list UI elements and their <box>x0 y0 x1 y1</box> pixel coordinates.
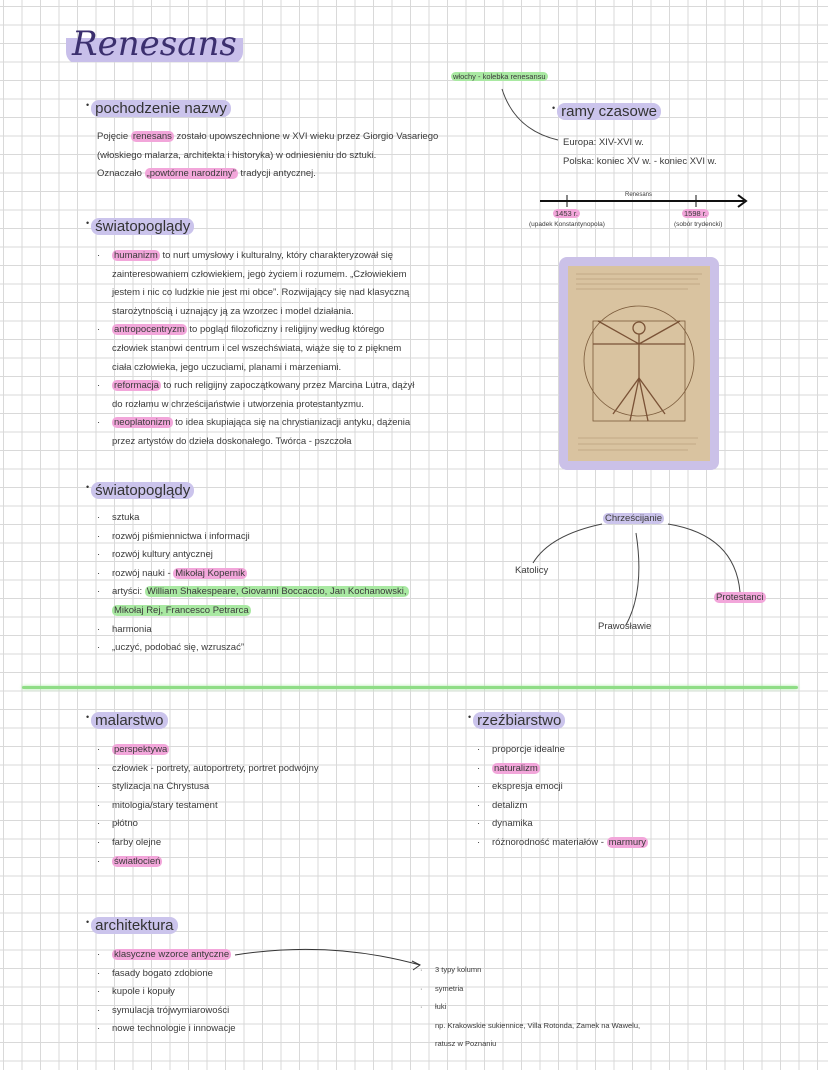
timeframe-text <box>563 133 717 171</box>
heading-timeframe <box>552 103 661 120</box>
architecture-notes <box>420 962 640 1055</box>
timeline-start-event: (upadek Konstantynopola) <box>529 221 605 228</box>
text-line <box>97 778 319 797</box>
text-segment: zainteresowaniem człowiekiem, jego życiem i rozumem. „Człowiekiem <box>112 268 407 280</box>
text-segment: łuki <box>435 1002 447 1012</box>
text-segment: (włoskiego malarza, architekta i historyka) w odniesieniu do sztuki. <box>97 149 377 161</box>
text-segment: proporcje idealne <box>492 744 565 755</box>
text-segment: 3 typy kolumn <box>435 965 482 974</box>
text-line <box>97 760 319 779</box>
text-segment: stylizacja na Chrystusa <box>112 781 210 793</box>
highlighted-term: Mikołaj Rej, Francesco Petrarca <box>114 604 249 616</box>
tree-branch-catholic <box>533 524 602 563</box>
text-segment: do rozłamu w chrześcijaństwie i utworzenia protestantyzmu. <box>112 398 364 410</box>
timeline-label: Renesans <box>625 192 653 198</box>
text-line <box>420 999 640 1018</box>
text-line <box>477 778 648 797</box>
heading-text: światopoglądy <box>91 218 194 235</box>
text-segment: to nurt umysłowy i kulturalny, który charakteryzował się <box>159 250 394 261</box>
text-line <box>477 834 648 853</box>
highlighted-term: „powtórne narodziny” <box>146 168 236 180</box>
heading-text: malarstwo <box>91 712 167 729</box>
text-segment: farby olejne <box>112 836 162 848</box>
text-line <box>97 1002 236 1021</box>
text-line <box>97 853 319 872</box>
text-line <box>477 815 648 834</box>
text-segment: to idea skupiająca się na chrystianizacji antyku, dążenia <box>172 417 411 429</box>
text-line <box>97 815 319 834</box>
highlighted-term: światłocień <box>114 855 161 867</box>
highlighted-term: William Shakespeare, Giovanni Boccaccio, Jan Kochanowski, <box>146 586 407 598</box>
text-segment: dynamika <box>492 818 533 830</box>
highlighted-term: marmury <box>608 836 647 848</box>
text-segment: różnorodność materiałów - <box>492 836 607 848</box>
heading-text: architektura <box>91 917 177 934</box>
timeline-end-year <box>682 209 709 218</box>
text-segment: jestem i nic co ludzkie nie jest mi obce”. Rozwijający się nad klasyczną <box>112 287 410 299</box>
text-line <box>97 1020 236 1039</box>
heading-text: rzeźbiarstwo <box>473 712 565 729</box>
text-segment: człowiek - portrety, autoportrety, portret podwójny <box>112 762 319 774</box>
year-text: 1453 r. <box>555 209 578 218</box>
timeline-start-year <box>553 209 580 218</box>
tree-orthodox: Prawosławie <box>598 621 652 632</box>
text-line <box>477 760 648 779</box>
timeline-end-event: (sobór trydencki) <box>674 221 723 228</box>
text-segment: przez artystów do dzieła doskonałego. Twórca - pszczoła <box>112 435 352 447</box>
text-segment: „uczyć, podobać się, wzruszać” <box>112 642 244 654</box>
text-segment: zostało upowszechnione w XVI wieku przez Giorgio Vasariego <box>173 131 439 142</box>
tree-protestant-text: Protestanci <box>716 592 764 603</box>
vitruvian-man-image <box>559 257 719 470</box>
text-line <box>420 981 640 1000</box>
text-segment: ciała człowieka, jego uczuciami, planami i marzeniami. <box>112 361 342 373</box>
text-line <box>420 1036 640 1055</box>
text-line <box>97 983 236 1002</box>
highlighted-term: naturalizm <box>494 762 538 774</box>
sculpture-list <box>477 741 648 853</box>
text-line <box>97 741 319 760</box>
highlighted-term: reformacja <box>114 380 159 392</box>
architecture-arrow <box>235 949 420 965</box>
heading-sculpture <box>468 712 565 729</box>
text-segment: rozwój piśmiennictwa i informacji <box>112 530 250 542</box>
heading-text: pochodzenie nazwy <box>91 100 231 117</box>
text-line <box>97 834 319 853</box>
text-segment: harmonia <box>112 623 152 635</box>
europe-range: Europa: XIV-XVI w. <box>563 137 644 148</box>
text-segment: starożytnością i uznający ją za wzorzec i model działania. <box>112 305 354 317</box>
tree-branch-protestant <box>668 524 740 592</box>
text-line <box>477 741 648 760</box>
text-segment: człowiek stanowi centrum i cel wszechświata, wiąże się to z pięknem <box>112 342 402 354</box>
highlighted-term: neoplatonizm <box>114 417 171 429</box>
text-segment: tradycji antycznej. <box>237 168 316 180</box>
highlighted-term: Mikołaj Kopernik <box>175 567 245 579</box>
painting-list <box>97 741 319 871</box>
text-segment: symetria <box>435 983 464 993</box>
text-segment: mitologia/stary testament <box>112 799 218 811</box>
vitruvian-man-drawing <box>568 266 710 461</box>
text-line <box>97 965 236 984</box>
tree-root <box>603 510 664 529</box>
tree-root-text: Chrześcijanie <box>605 513 663 524</box>
italy-connector <box>502 89 558 140</box>
highlighted-term: perspektywa <box>114 744 168 755</box>
text-segment: Pojęcie <box>97 131 131 142</box>
tree-protestant <box>714 589 766 608</box>
section-divider <box>22 686 798 689</box>
text-line <box>97 797 319 816</box>
italy-note-text: włochy - kolebka renesansu <box>453 72 546 81</box>
heading-text: światopoglądy <box>91 482 194 499</box>
page-title: Renesans <box>66 24 243 64</box>
text-line <box>97 946 236 965</box>
text-segment: fasady bogato zdobione <box>112 967 213 979</box>
heading-architecture <box>86 917 178 934</box>
poland-range: Polska: koniec XV w. - koniec XVI w. <box>563 156 717 167</box>
text-line <box>420 1018 640 1037</box>
tree-branch-orthodox <box>626 533 639 625</box>
text-segment: detalizm <box>492 799 528 811</box>
text-segment: rozwój kultury antycznej <box>112 549 213 561</box>
highlighted-term: klasyczne wzorce antyczne <box>114 949 230 960</box>
year-text: 1598 r. <box>684 209 707 218</box>
highlighted-term: antropocentryzm <box>114 324 185 336</box>
text-segment: artyści: <box>112 586 145 598</box>
text-segment: płótno <box>112 818 138 830</box>
highlighted-term: renesans <box>132 131 172 142</box>
text-line <box>420 962 640 981</box>
text-segment: to pogląd filozoficzny i religijny według którego <box>186 324 385 336</box>
text-segment: ratusz w Poznaniu <box>435 1039 497 1049</box>
text-segment: ekspresja emocji <box>492 781 563 793</box>
heading-painting <box>86 712 168 729</box>
text-segment: symulacja trójwymiarowości <box>112 1004 230 1016</box>
text-segment: Oznaczało <box>97 168 145 180</box>
text-segment: np. Krakowskie sukiennice, Villa Rotonda, Zamek na Wawelu, <box>435 1020 641 1030</box>
heading-text: ramy czasowe <box>557 103 661 120</box>
architecture-list <box>97 946 236 1039</box>
text-segment: rozwój nauki - <box>112 567 174 579</box>
text-segment: to ruch religijny zapoczątkowany przez Marcina Lutra, dążył <box>160 380 415 392</box>
text-line <box>477 797 648 816</box>
highlighted-term: humanizm <box>114 250 158 261</box>
arrow-head-icon <box>412 961 420 970</box>
tree-catholic: Katolicy <box>515 565 549 576</box>
text-segment: kupole i kopuły <box>112 986 175 998</box>
text-segment: nowe technologie i innowacje <box>112 1023 236 1035</box>
text-segment: sztuka <box>112 512 140 523</box>
